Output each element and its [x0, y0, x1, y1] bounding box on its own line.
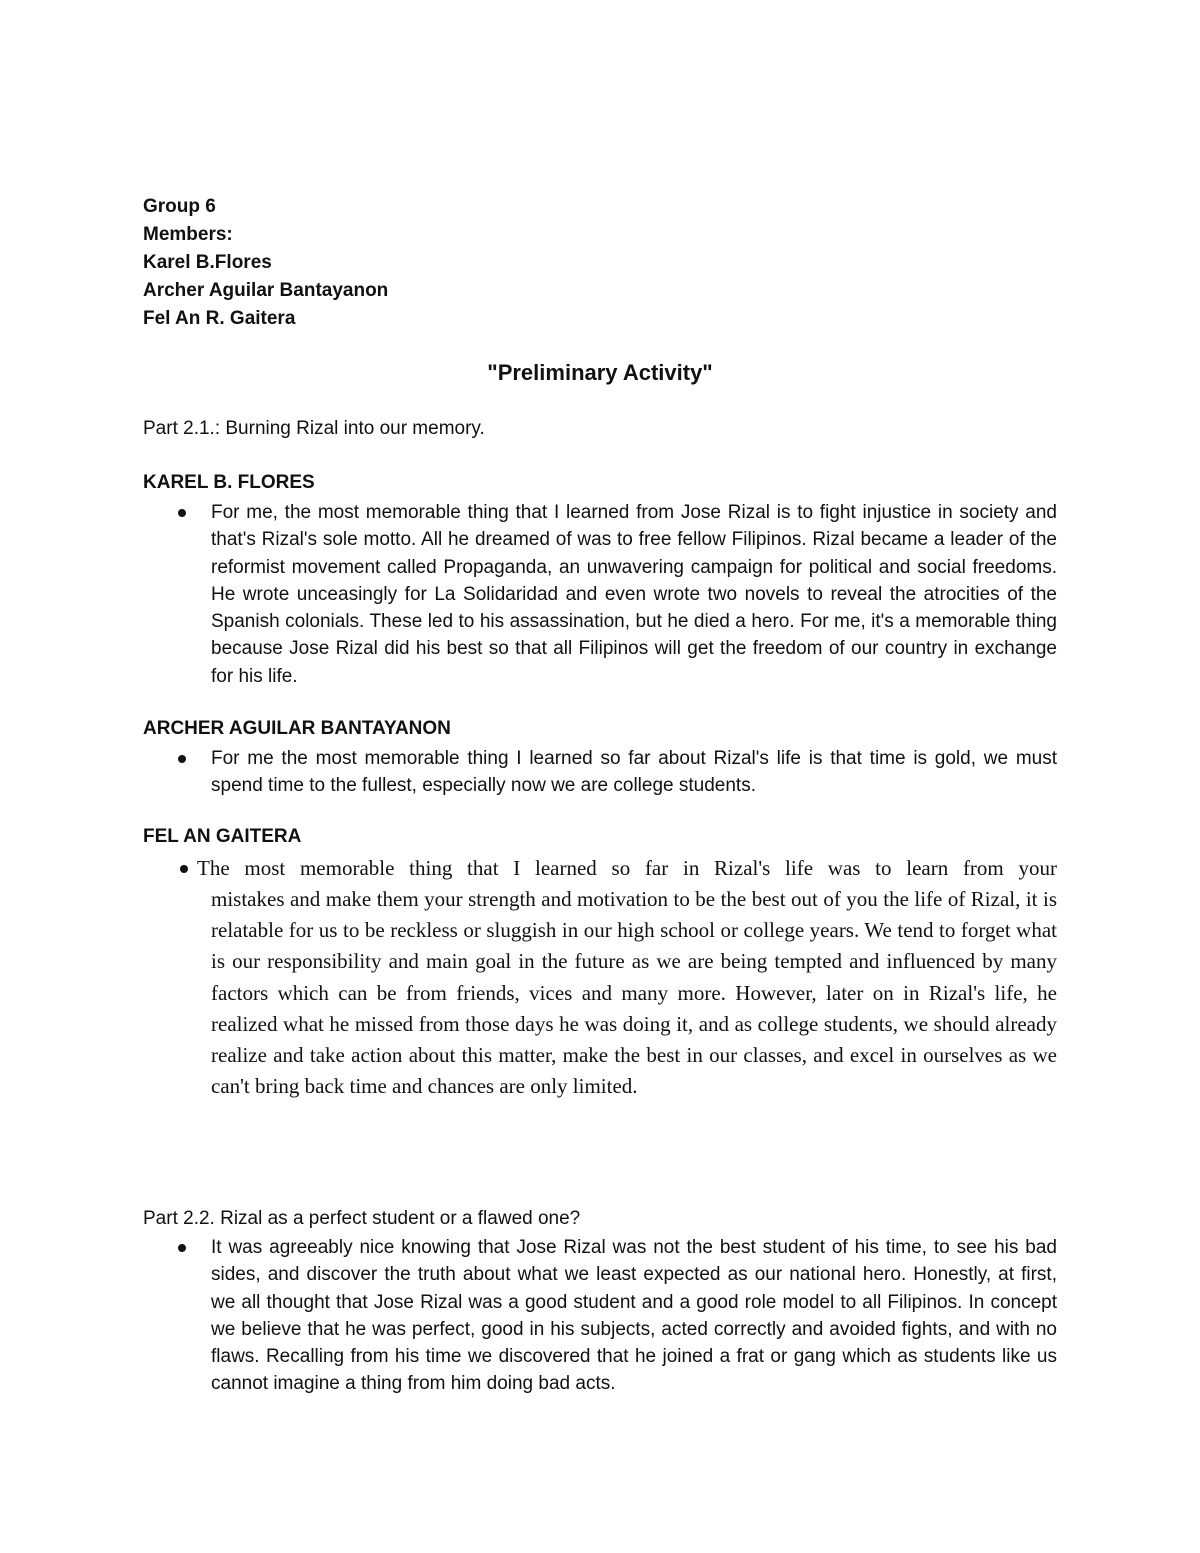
section-heading-felan: FEL AN GAITERA — [143, 826, 302, 847]
list-item-archer — [211, 745, 1057, 800]
paragraph-felan-first-line: The most memorable thing that I learned so far in Rizal's life was to learn from your — [197, 856, 1057, 880]
paragraph-karel: For me, the most memorable thing that I learned from Jose Rizal is to fight injustice in society and that's Rizal's sole motto. All he dreamed of was to free fellow Filipinos. Rizal became a leader of the reformist movement called Propaganda, an unwavering campaign for political and social freedoms. He wrote unceasingly for La Solidaridad and even wrote two novels to reveal the atrocities of the Spanish colonials. These led to his assassination, but he died a hero. For me, it's a memorable thing because Jose Rizal did his best so that all Filipinos will get the freedom of our country in exchange for his life. — [211, 502, 1057, 687]
part-2-2-heading: Part 2.2. Rizal as a perfect student or a flawed one? — [143, 1208, 581, 1229]
section-heading-archer: ARCHER AGUILAR BANTAYANON — [143, 718, 451, 739]
bullet-icon — [178, 755, 186, 763]
paragraph-archer: For me the most memorable thing I learned so far about Rizal's life is that time is gold, we must spend time to the fullest, especially now we are college students. — [211, 748, 1057, 797]
paragraph-part-2-2: It was agreeably nice knowing that Jose Rizal was not the best student of his time, to see his bad sides, and discover the truth about what we least expected as our national hero. Honestly, at first, we all thought that Jose Rizal was a good student and a good role model to all Filipinos. In concept we believe that he was perfect, good in his subjects, acted correctly and avoided fights, and with no flaws. Recalling from his time we discovered that he joined a frat or gang which as students like us cannot imagine a thing from him doing bad acts. — [211, 1237, 1057, 1395]
paragraph-felan: mistakes and make them your strength and motivation to be the best out of you the life of Rizal, it is relatable for us to be reckless or sluggish in our high school or college years. We tend to forget what is our responsibility and main goal in the future as we are being tempted and influenced by many factors which can be from friends, vices and many more. However, later on in Rizal's life, he realized what he missed from those days he was doing it, and as college students, we should already realize and take action about this matter, make the best in our classes, and excel in ourselves as we can't bring back time and chances are only limited. — [211, 887, 1057, 1099]
bullet-icon — [180, 865, 188, 873]
part-2-1-heading: Part 2.1.: Burning Rizal into our memory. — [143, 418, 485, 439]
member-name: Archer Aguilar Bantayanon — [143, 280, 389, 301]
member-name: Karel B.Flores — [143, 252, 272, 273]
document-title: "Preliminary Activity" — [487, 360, 713, 385]
bullet-icon — [178, 509, 186, 517]
member-name: Fel An R. Gaitera — [143, 308, 296, 329]
list-item-felan — [211, 884, 1057, 1102]
group-label: Group 6 — [143, 196, 216, 217]
section-heading-karel: KAREL B. FLORES — [143, 472, 315, 493]
list-item-part-2-2 — [211, 1234, 1057, 1398]
list-item-karel — [211, 499, 1057, 690]
members-label: Members: — [143, 224, 233, 245]
bullet-icon — [178, 1244, 186, 1252]
